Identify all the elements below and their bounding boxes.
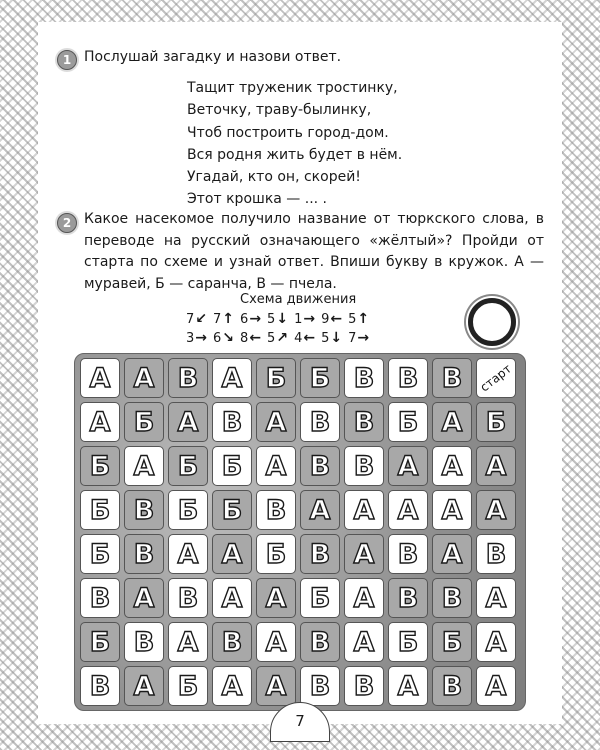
move-arrow-icon: → xyxy=(195,330,208,346)
letter-cell: А xyxy=(256,578,296,618)
move-arrow-icon: ↓ xyxy=(330,330,343,346)
riddle-poem xyxy=(187,77,402,211)
task2-number-badge: 2 xyxy=(57,213,77,233)
letter-cell: В xyxy=(344,446,384,486)
move-step xyxy=(213,311,234,327)
move-step xyxy=(267,311,288,327)
letter-cell: Б xyxy=(256,358,296,398)
letter-cell: А xyxy=(388,446,428,486)
move-arrow-icon: ← xyxy=(330,311,343,327)
letter-cell: Б xyxy=(168,666,208,706)
move-count: 5 xyxy=(321,330,330,346)
letter-cell: А xyxy=(124,578,164,618)
letter-cell: В xyxy=(80,578,120,618)
move-count: 6 xyxy=(240,311,249,327)
letter-cell: Б xyxy=(80,490,120,530)
poem-line: Вся родня жить будет в нём. xyxy=(187,146,403,163)
letter-cell: Б xyxy=(388,622,428,662)
letter-cell: В xyxy=(124,534,164,574)
poem-line: Этот крошка — ... . xyxy=(187,191,328,208)
letter-cell: В xyxy=(432,358,472,398)
letter-cell: А xyxy=(344,490,384,530)
letter-cell: А xyxy=(476,622,516,662)
letter-cell: Б xyxy=(80,534,120,574)
moves-row-1 xyxy=(186,311,369,327)
move-count: 9 xyxy=(321,311,330,327)
moves-row-2 xyxy=(186,330,369,346)
letter-cell: А xyxy=(476,666,516,706)
letter-cell: Б xyxy=(80,446,120,486)
letter-cell: В xyxy=(124,490,164,530)
letter-cell: Б xyxy=(476,402,516,442)
move-arrow-icon: → xyxy=(357,330,370,346)
letter-cell: Б xyxy=(300,358,340,398)
move-step xyxy=(267,330,288,346)
letter-cell: А xyxy=(80,358,120,398)
letter-cell: В xyxy=(432,666,472,706)
move-count: 7 xyxy=(348,330,357,346)
move-step xyxy=(294,330,315,346)
letter-cell: А xyxy=(476,578,516,618)
letter-cell: А xyxy=(432,402,472,442)
letter-cell: А xyxy=(212,358,252,398)
start-cell xyxy=(476,358,516,398)
move-step xyxy=(321,311,342,327)
letter-cell: В xyxy=(300,534,340,574)
move-count: 8 xyxy=(240,330,249,346)
letter-cell: А xyxy=(432,490,472,530)
letter-cell: В xyxy=(212,402,252,442)
letter-cell: В xyxy=(256,490,296,530)
scheme-title: Схема движения xyxy=(240,292,357,307)
move-arrow-icon: ↑ xyxy=(222,311,235,327)
letter-cell: А xyxy=(212,578,252,618)
letter-cell: Б xyxy=(300,578,340,618)
move-count: 1 xyxy=(294,311,303,327)
letter-cell: В xyxy=(80,666,120,706)
letter-cell: А xyxy=(388,666,428,706)
move-count: 5 xyxy=(348,311,357,327)
task1-number-badge: 1 xyxy=(57,50,77,70)
letter-cell: Б xyxy=(124,402,164,442)
letter-cell: А xyxy=(212,534,252,574)
move-count: 7 xyxy=(213,311,222,327)
letter-cell: А xyxy=(168,622,208,662)
letter-cell: В xyxy=(300,446,340,486)
letter-cell: Б xyxy=(80,622,120,662)
move-step xyxy=(240,311,261,327)
letter-grid xyxy=(78,356,518,708)
poem-line: Тащит труженик тростинку, xyxy=(187,80,398,96)
letter-cell: А xyxy=(212,666,252,706)
letter-cell: А xyxy=(256,622,296,662)
move-step xyxy=(348,311,369,327)
letter-cell: А xyxy=(256,666,296,706)
move-arrow-icon: ← xyxy=(303,330,316,346)
letter-cell: А xyxy=(124,446,164,486)
move-arrow-icon: ↓ xyxy=(276,311,289,327)
move-count: 3 xyxy=(186,330,195,346)
letter-cell: А xyxy=(256,402,296,442)
letter-cell: Б xyxy=(256,534,296,574)
move-arrow-icon: ↗ xyxy=(276,330,289,346)
poem-line: Чтоб построить город-дом. xyxy=(187,124,389,141)
letter-cell: Б xyxy=(168,490,208,530)
move-count: 6 xyxy=(213,330,222,346)
letter-cell: А xyxy=(476,490,516,530)
page-number: 7 xyxy=(270,702,330,742)
move-arrow-icon: ← xyxy=(249,330,262,346)
letter-cell: А xyxy=(300,490,340,530)
letter-cell: В xyxy=(388,358,428,398)
letter-cell: Б xyxy=(212,490,252,530)
move-step xyxy=(186,311,207,327)
letter-cell: В xyxy=(388,578,428,618)
move-arrow-icon: ↙ xyxy=(195,311,208,327)
letter-cell: В xyxy=(432,578,472,618)
letter-cell: В xyxy=(300,402,340,442)
letter-cell: А xyxy=(124,666,164,706)
start-label: старт xyxy=(477,361,515,395)
move-step xyxy=(240,330,261,346)
letter-cell: В xyxy=(124,622,164,662)
letter-cell: Б xyxy=(388,402,428,442)
move-count: 4 xyxy=(294,330,303,346)
letter-cell: А xyxy=(388,490,428,530)
letter-cell: А xyxy=(256,446,296,486)
move-step xyxy=(321,330,342,346)
letter-cell: А xyxy=(168,402,208,442)
letter-cell: А xyxy=(432,534,472,574)
letter-cell: А xyxy=(344,622,384,662)
answer-circle[interactable] xyxy=(468,298,516,346)
move-arrow-icon: → xyxy=(249,311,262,327)
letter-cell: В xyxy=(212,622,252,662)
move-step xyxy=(348,330,369,346)
letter-cell: А xyxy=(344,534,384,574)
move-count: 7 xyxy=(186,311,195,327)
letter-cell: Б xyxy=(168,446,208,486)
letter-cell: В xyxy=(344,402,384,442)
letter-cell: А xyxy=(476,446,516,486)
letter-cell: А xyxy=(80,402,120,442)
move-arrow-icon: ↑ xyxy=(357,311,370,327)
letter-cell: А xyxy=(168,534,208,574)
move-count: 5 xyxy=(267,330,276,346)
move-step xyxy=(213,330,234,346)
letter-cell: В xyxy=(344,666,384,706)
letter-cell: А xyxy=(432,446,472,486)
letter-cell: Б xyxy=(432,622,472,662)
letter-cell: В xyxy=(300,666,340,706)
task2-prompt: Какое насекомое получило название от тюркского слова, в переводе на русский означающего «жёлтый»? Пройди от старта по схеме и узнай ответ. Впиши букву в кружок. А — муравей, Б — саранча, В — пчела. xyxy=(84,211,544,292)
move-arrow-icon: → xyxy=(303,311,316,327)
letter-cell: В xyxy=(168,578,208,618)
letter-cell: В xyxy=(344,358,384,398)
task1-prompt: Послушай загадку и назови ответ. xyxy=(84,49,342,65)
letter-cell: В xyxy=(388,534,428,574)
poem-line: Угадай, кто он, скорей! xyxy=(187,169,361,186)
letter-cell: А xyxy=(124,358,164,398)
letter-cell: В xyxy=(168,358,208,398)
move-count: 5 xyxy=(267,311,276,327)
letter-cell: В xyxy=(300,622,340,662)
poem-line: Веточку, траву-былинку, xyxy=(187,102,372,119)
letter-cell: Б xyxy=(212,446,252,486)
letter-cell: В xyxy=(476,534,516,574)
move-arrow-icon: ↘ xyxy=(222,330,235,346)
move-step xyxy=(186,330,207,346)
letter-cell: А xyxy=(344,578,384,618)
move-step xyxy=(294,311,315,327)
